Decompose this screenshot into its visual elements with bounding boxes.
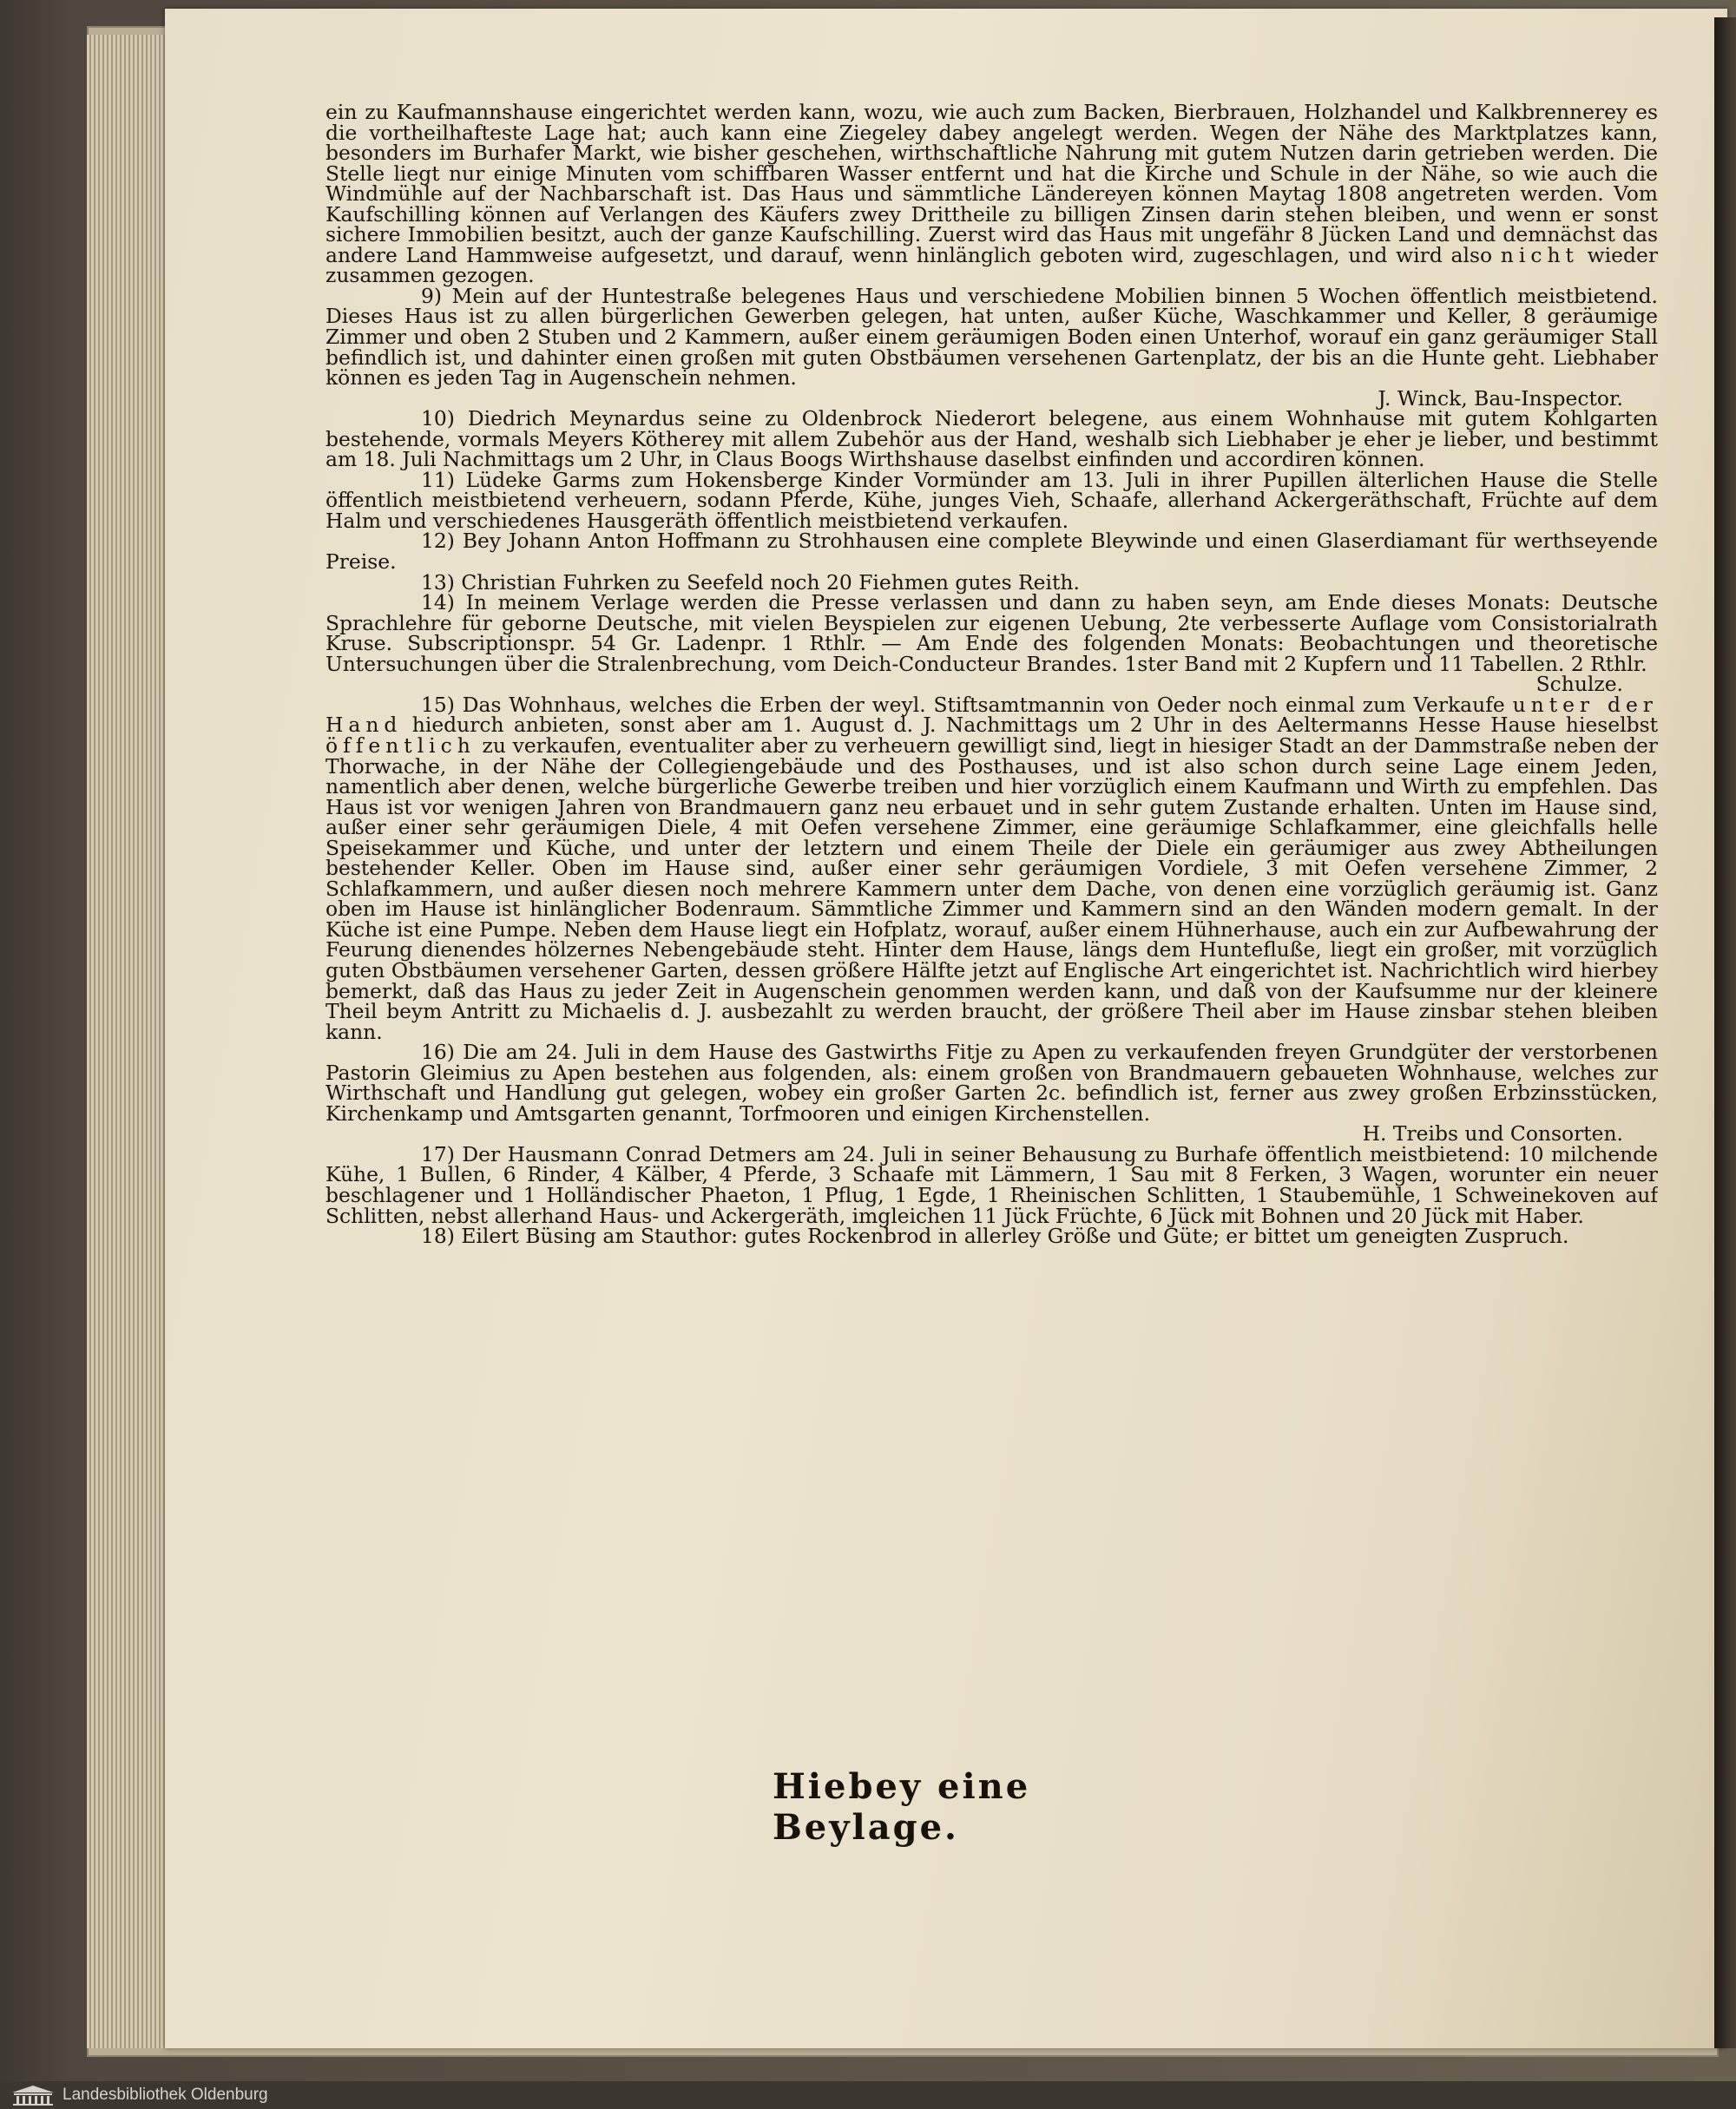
notice-item-12: 12) Bey Johann Anton Hoffmann zu Strohhausen eine complete Bleywinde und einen Glaserdiamant für werthseyende Preise. bbox=[326, 529, 1658, 575]
notice-signature-9: J. Winck, Bau-Inspector. bbox=[1378, 385, 1623, 411]
notice-item-10: 10) Diedrich Meynardus seine zu Oldenbrock Niederort belegene, aus einem Wohnhause mit gutem Kohlgarten bestehende, vormals Meyers Kötherey mit allem Zubehör aus der Hand, weshalb sich Liebhaber je eher je lieber, und bestimmt am 18. Juli Nachmittags um 2 Uhr, in Claus Boogs Wirthshause daselbst einfinden und accordiren können. bbox=[326, 406, 1658, 472]
notice-item-17: 17) Der Hausmann Conrad Detmers am 24. Juli in seiner Behausung zu Burhafe öffentlich meistbietend: 10 milchende Kühe, 1 Bullen, 6 Rinder, 4 Kälber, 4 Pferde, 3 Schaafe mit Lämmern, 1 Sau mit 8 Ferken, 3 Wagen, worunter ein neuer beschlagener und 1 Holländischer Phaeton, 1 Pflug, 1 Egde, 1 Rheinischen Schlitten, 1 Staubemühle, 1 Schweinekoven auf Schlitten, nebst allerhand Haus- und Ackergeräth, imgleichen 11 Jück Früchte, 6 Jück mit Bohnen und 20 Jück mit Haber. bbox=[326, 1141, 1658, 1228]
notice-item-18: 18) Eilert Büsing am Stauthor: gutes Rockenbrod in allerley Größe und Güte; er bittet um geneigten Zuspruch. bbox=[421, 1224, 1569, 1249]
notice-signature-16: H. Treibs und Consorten. bbox=[1362, 1121, 1623, 1146]
notice-item-9: 9) Mein auf der Huntestraße belegenes Haus und verschiedene Mobilien binnen 5 Wochen öffentlich meistbietend. Dieses Haus ist zu allen bürgerlichen Gewerben gelegen, hat unten, außer Küche, Waschkammer und Keller, 8 geräumige Zimmer und oben 2 Stuben und 2 Kammern, außer einem geräumigen Boden einen Unterhof, worauf ein ganz geräumiger Stall befindlich ist, und dahinter einen großen mit guten Obstbäumen versehenen Gartenplatz, der bis an die Hunte geht. Liebhaber können es jeden Tag in Augenschein nehmen. bbox=[326, 283, 1658, 391]
opening-paragraph: ein zu Kaufmannshause eingerichtet werden kann, wozu, wie auch zum Backen, Bierbrauen, Holzhandel und Kalkbrennerey es die vortheilhafteste Lage hat; auch kann eine Ziegeley dabey angelegt werden. Wegen der Nähe des Marktplatzes kann, besonders im Burhafer Markt, wie bisher geschehen, wirthschaftliche Nahrung mit gutem Nutzen darin getrieben werden. Die Stelle liegt nur einige Minuten vom schiffbaren Wasser entfernt und hat die Kirche und Schule in der Nähe, so wie auch die Windmühle auf der Nachbarschaft ist. Das Haus und sämmtliche Ländereyen können Maytag 1808 angetreten werden. Vom Kaufschilling können auf Verlangen des Käufers zwey Drittheile zu billigen Zinsen darin stehen bleiben, und wenn er sonst sichere Immobilien besitzt, auch der ganze Kaufschilling. Zuerst wird das Haus mit ungefähr 8 Jücken Land und demnächst das andere Land Hammweise aufgesetzt, und darauf, wenn hinlänglich geboten wird, zugeschlagen, und wird also nicht wieder zusammen gezogen. bbox=[326, 102, 1658, 288]
page-text-block bbox=[326, 102, 1658, 1795]
notice-signature-14: Schulze. bbox=[1535, 672, 1623, 697]
notice-item-15: 15) Das Wohnhaus, welches die Erben der weyl. Stiftsamtmannin von Oeder noch einmal zum Verkaufe unter der Hand hiedurch anbieten, sonst aber am 1. August d. J. Nachmittags um 2 Uhr in des Aeltermanns Hesse Hause hieselbst öffentlich zu verkaufen, eventualiter aber zu verheuern gewilligt sind, liegt in hiesiger Stadt an der Dammstraße neben der Thorwache, in der Nähe der Collegiengebäude und des Posthauses, und ist also schon durch seine Lage einem Jeden, namentlich aber denen, welche bürgerliche Gewerbe treiben und hier vorzüglich einem Kaufmann und Wirth zu empfehlen. Das Haus ist vor wenigen Jahren von Brandmauern ganz neu erbauet und in sehr gutem Zustande erhalten. Unten im Hause sind, außer einer sehr geräumigen Diele, 4 mit Oefen versehene Zimmer, eine geräumige Schlafkammer, eine gleichfalls helle Speisekammer und Küche, und unter der letztern und einem Theile der Diele ein geräumiger aus zwey Abtheilungen bestehender Keller. Oben im Hause sind, außer einer sehr geräumigen Vordiele, 3 mit Oefen versehene Zimmer, 2 Schlafkammern, und außer diesen noch mehrere Kammern unter dem Dache, von denen eine vorzüglich geräumig ist. Ganz oben im Hause ist hinlänglicher Bodenraum. Sämmtliche Zimmer und Kammern sind an den Wänden modern gemalt. In der Küche ist eine Pumpe. Neben dem Hause liegt ein Hofplatz, worauf, außer einem Hühnerhause, auch ein zur Aufbewahrung der Feurung dienendes hölzernes Nebengebäude steht. Hinter dem Hause, längs dem Huntefluße, liegt ein großer, mit vorzüglich guten Obstbäumen versehener Garten, dessen größere Hälfte jetzt auf Englische Art eingerichtet ist. Nachrichtlich wird hierbey bemerkt, daß das Haus zu jeder Zeit in Augenschein genommen werden kann, und daß von der Kaufsumme nur der kleinere Theil beym Antritt zu Michaelis d. J. ausbezahlt zu werden braucht, der größere Theil aber im Hause zinsbar stehen bleiben kann. bbox=[326, 692, 1658, 1044]
notice-item-16: 16) Die am 24. Juli in dem Hause des Gastwirths Fitje zu Apen zu verkaufenden freyen Grundgüter der verstorbenen Pastorin Gleimius zu Apen bestehen aus folgenden, als: einem großen von Brandmauern gebaueten Wohnhause, welches zur Wirthschaft und Handlung gut gelegen, wobey ein großer Garten 2c. befindlich ist, ferner aus zwey großen Erbzinsstücken, Kirchenkamp und Amtsgarten genannt, Torfmooren und einigen Kirchenstellen. bbox=[326, 1040, 1658, 1126]
library-building-icon bbox=[10, 2084, 56, 2106]
notice-item-14: 14) In meinem Verlage werden die Presse verlassen und dann zu haben seyn, am Ende dieses Monats: Deutsche Sprachlehre für geborne Deutsche, mit vielen Beyspielen zur eigenen Uebung, 2te verbesserte Auflage vom Consistorialrath Kruse. Subscriptionspr. 54 Gr. Ladenpr. 1 Rthlr. — Am Ende des folgenden Monats: Beobachtungen und theoretische Untersuchungen über die Stralenbrechung, vom Deich-Conducteur Brandes. 1ster Band mit 2 Kupfern und 11 Tabellen. 2 Rthlr. bbox=[326, 590, 1658, 676]
supplement-notice: Hiebey eine Beylage. bbox=[773, 1766, 1031, 1848]
library-name[interactable]: Landesbibliothek Oldenburg bbox=[62, 2086, 268, 2104]
notice-item-11: 11) Lüdeke Garms zum Hokensberge Kinder Vormünder am 13. Juli in ihrer Pupillen älterlichen Hause die Stelle öffentlich meistbietend verheuern, sodann Pferde, Kühe, junges Vieh, Schaafe, allerhand Ackergeräthschaft, Früchte auf dem Halm und verschiedenes Hausgeräth öffentlich meistbietend verkaufen. bbox=[326, 467, 1658, 533]
notice-item-13: 13) Christian Fuhrken zu Seefeld noch 20 Fiehmen gutes Reith. bbox=[421, 569, 1080, 595]
book-binding-edge bbox=[1714, 17, 1736, 2048]
